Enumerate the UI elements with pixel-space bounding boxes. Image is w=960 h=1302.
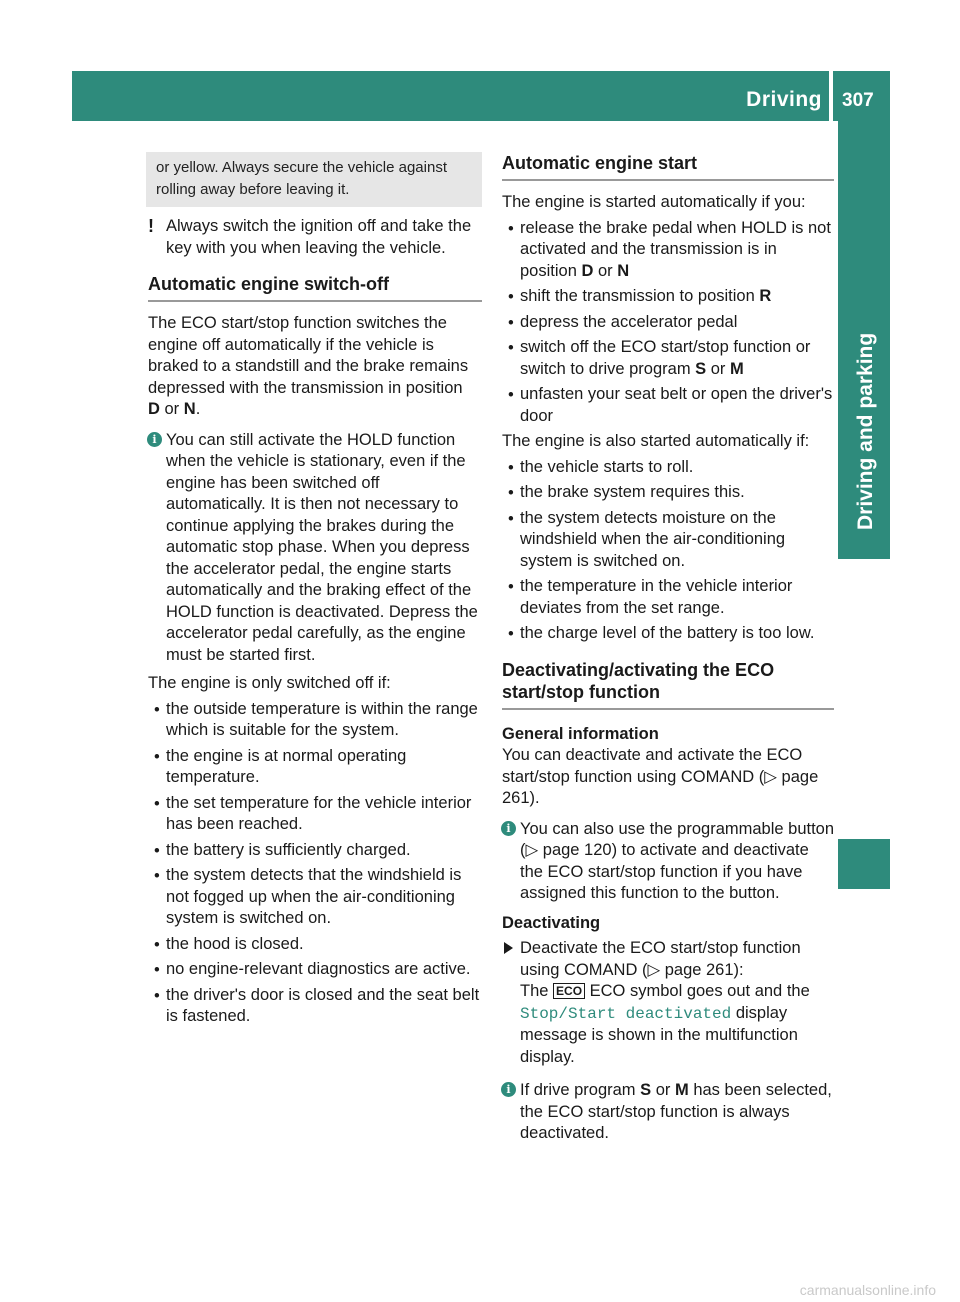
- list-item: • the system detects moisture on the windshield when the air-conditioning system is switched on.: [508, 508, 786, 570]
- info-icon: i: [501, 1082, 516, 1097]
- switch-off-intro: The ECO start/stop function switches the engine off automatically if the vehicle is braked to a standstill and the brake remains depressed with the transmission in position D or N.: [148, 314, 469, 418]
- list-item: • no engine-relevant diagnostics are active.: [154, 960, 471, 979]
- start-intro: The engine is started automatically if you:: [502, 193, 806, 211]
- info-note-drive-program: i If drive program S or M has been selected, the ECO start/stop function is always deactivated.: [502, 1080, 834, 1145]
- info-note-programmable-text: You can also use the programmable button (▷ page 120) to activate and deactivate the ECO start/stop function if you have assigned this function to the button.: [520, 819, 835, 902]
- exclamation-icon: !: [148, 216, 154, 236]
- heading-automatic-switch-off: Automatic engine switch-off: [148, 273, 482, 302]
- list-item: • shift the transmission to position R: [508, 287, 772, 306]
- list-item: • the set temperature for the vehicle interior has been reached.: [154, 793, 472, 833]
- info-icon: i: [147, 432, 162, 447]
- deactivating-heading: Deactivating: [502, 913, 601, 932]
- switch-off-conditions: [148, 699, 482, 1028]
- list-item: • switch off the ECO start/stop function or switch to drive program S or M: [508, 338, 811, 378]
- list-item: • depress the accelerator pedal: [508, 312, 738, 332]
- list-item: • the brake system requires this.: [508, 483, 745, 502]
- list-item: • the vehicle starts to roll.: [508, 457, 694, 477]
- section-title: Driving: [746, 88, 822, 111]
- general-information-text: You can deactivate and activate the ECO start/stop function using COMAND (▷ page 261).: [502, 746, 819, 807]
- list-item: • the outside temperature is within the range which is suitable for the system.: [154, 699, 478, 739]
- info-icon: i: [501, 821, 516, 836]
- warning-note: [148, 216, 482, 259]
- only-switched-off-intro: The engine is only switched off if:: [148, 674, 391, 692]
- warning-note-text: Always switch the ignition off and take the key with you when leaving the vehicle.: [166, 217, 472, 257]
- page-number: 307: [842, 90, 874, 111]
- chapter-marker: [838, 839, 890, 889]
- list-item: • the hood is closed.: [154, 934, 304, 954]
- list-item: • unfasten your seat belt or open the driver's door: [508, 385, 833, 425]
- chapter-tab-label: Driving and parking: [854, 332, 877, 530]
- left-column: [148, 152, 482, 1028]
- info-note-programmable: [502, 819, 834, 905]
- info-note-hold-text: You can still activate the HOLD function when the vehicle is stationary, even if the engine has been switched off automatically. It is then not necessary to continue applying the brakes during the automatic stop phase. When you depress the accelerator pedal, the engine starts automatically and the braking effect of the HOLD function is deactivated. Depress the accelerator pedal carefully, as the engine must be started first.: [166, 430, 478, 664]
- general-information-heading: General information: [502, 724, 659, 743]
- heading-deactivating-activating: Deactivating/activating the ECO start/stop function: [502, 659, 834, 710]
- right-column: [502, 152, 834, 1145]
- instruction-step: Deactivate the ECO start/stop function using COMAND (▷ page 261): The ECO ECO symbol goes out and the Stop/Start deactivated display message is shown in the multifunction display.: [502, 938, 834, 1068]
- list-item: • the charge level of the battery is too low.: [508, 624, 815, 643]
- header-separator: [829, 71, 833, 121]
- info-note-hold: [148, 430, 482, 667]
- also-start-conditions: [502, 457, 834, 645]
- list-item: • the temperature in the vehicle interior deviates from the set range.: [508, 577, 793, 617]
- eco-icon: ECO: [553, 983, 585, 999]
- arrow-right-icon: [504, 942, 513, 954]
- list-item: • the system detects that the windshield is not fogged up when the air-conditioning system is switched on.: [154, 866, 462, 927]
- start-conditions: [502, 218, 834, 428]
- list-item: • release the brake pedal when HOLD is not activated and the transmission is in position D or N: [508, 218, 831, 280]
- list-item: • the driver's door is closed and the seat belt is fastened.: [154, 985, 480, 1025]
- heading-automatic-start: Automatic engine start: [502, 152, 834, 181]
- also-started-intro: The engine is also started automatically if:: [502, 432, 810, 450]
- warning-box-continuation: or yellow. Always secure the vehicle against rolling away before leaving it.: [146, 152, 482, 207]
- watermark: carmanualsonline.info: [799, 1282, 936, 1298]
- list-item: • the battery is sufficiently charged.: [154, 840, 411, 860]
- display-message: Stop/Start deactivated: [520, 1004, 732, 1023]
- list-item: • the engine is at normal operating temperature.: [154, 746, 407, 786]
